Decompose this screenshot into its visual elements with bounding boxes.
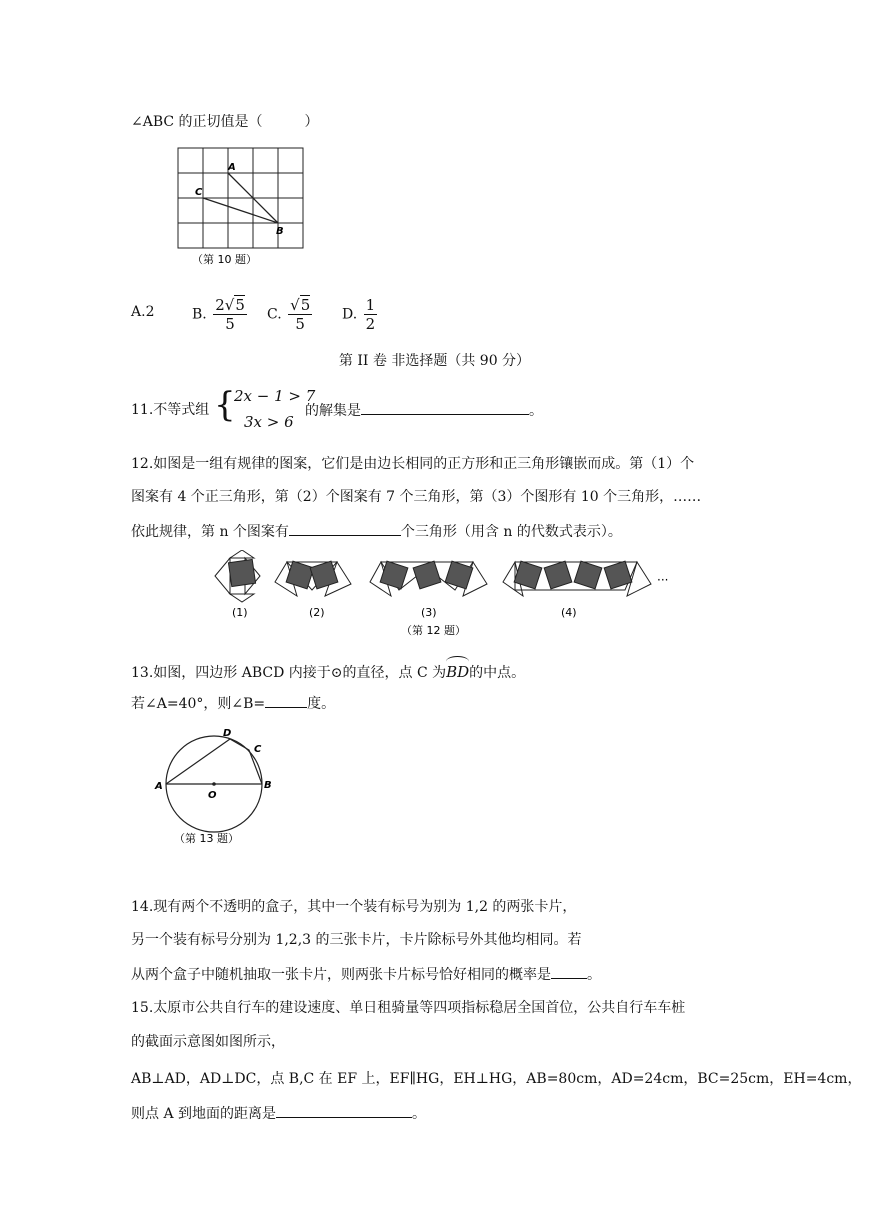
q15-line-3: AB⊥AD，AD⊥DC，点 B,C 在 EF 上，EF∥HG，EH⊥HG，AB=80cm，AD=24cm，BC=25cm，EH=4cm， (131, 1071, 862, 1087)
q12-answer-blank[interactable] (289, 521, 401, 536)
q13-answer-blank[interactable] (265, 693, 307, 708)
q13-center-dot (212, 782, 216, 786)
q11-brace: { (214, 385, 236, 425)
q14-answer-blank[interactable] (551, 964, 587, 979)
q10-option-d: D. $\frac{1}{2}$ (342, 296, 376, 333)
q10-option-c: C. $\frac{√5}{5}$ (267, 296, 311, 333)
q14-line-2: 另一个装有标号分别为 1,2,3 的三张卡片，卡片除标号外其他均相同。若 (131, 932, 582, 948)
q10-stem: ∠ABC 的正切值是（ ） (131, 114, 319, 130)
q11-answer-line: 的解集是 。 (305, 400, 543, 421)
q11-prefix: 11.不等式组 (131, 402, 210, 418)
q11-answer-blank[interactable] (361, 400, 529, 415)
q13-line-2: 若∠A=40°，则∠B= 度。 (131, 693, 335, 714)
q12-label-3: (3) (421, 606, 437, 619)
q10-label-c: C (195, 187, 203, 198)
section-title: 第 II 卷 非选择题（共 90 分） (338, 353, 531, 369)
q11-inequality-2: 3x > 6 (244, 413, 294, 431)
q12-label-1: (1) (232, 606, 248, 619)
q12-pattern-figure (205, 550, 675, 642)
q14-line-3: 从两个盒子中随机抽取一张卡片，则两张卡片标号恰好相同的概率是 。 (131, 964, 601, 985)
q13-caption: （第 13 题） (174, 832, 239, 845)
q15-answer-blank[interactable] (276, 1103, 412, 1118)
q15-line-2: 的截面示意图如图所示， (131, 1034, 285, 1050)
q13-arc-mark (446, 656, 469, 667)
q13-line-1: 13.如图，四边形 ABCD 内接于⊙的直径，点 C 为 BD的中点。 (131, 656, 525, 683)
q12-line-3: 依此规律，第 n 个图案有 个三角形（用含 n 的代数式表示）。 (131, 521, 622, 542)
q15-line-1: 15.太原市公共自行车的建设速度、单日租骑量等四项指标稳居全国首位，公共自行车车桩 (131, 1000, 686, 1016)
q12-label-4: (4) (561, 606, 577, 619)
q11-inequality-1: 2x − 1 > 7 (234, 387, 316, 405)
q10-option-a: A.2 (131, 304, 155, 320)
q10-caption: （第 10 题） (192, 253, 257, 266)
q12-line-1: 12.如图是一组有规律的图案，它们是由边长相同的正方形和正三角形镶嵌而成。第（1）个 (131, 456, 695, 472)
q15-line-4: 则点 A 到地面的距离是 。 (131, 1103, 426, 1124)
q13-arc-bd: BD (446, 656, 469, 682)
q12-line-2: 图案有 4 个正三角形，第（2）个图案有 7 个三角形，第（3）个图形有 10 个三角形，…… (131, 489, 702, 505)
q14-line-1: 14.现有两个不透明的盒子，其中一个装有标号为别为 1,2 的两张卡片， (131, 899, 577, 915)
q13-circle-figure (152, 722, 282, 852)
q13-label-d: D (223, 728, 232, 739)
q12-caption: （第 12 题） (401, 624, 466, 637)
q10-option-b: B. $\frac{2√5}{5}$ (192, 296, 245, 333)
q13-label-a: A (155, 781, 163, 792)
q13-label-c: C (254, 744, 262, 755)
q10-label-b: B (276, 226, 284, 237)
q10-label-a: A (228, 162, 236, 173)
q12-label-2: (2) (309, 606, 325, 619)
q13-label-o: O (208, 790, 217, 801)
q10-grid-figure (176, 146, 306, 270)
q13-label-b: B (264, 780, 272, 791)
q12-ellipsis: ··· (657, 573, 669, 587)
